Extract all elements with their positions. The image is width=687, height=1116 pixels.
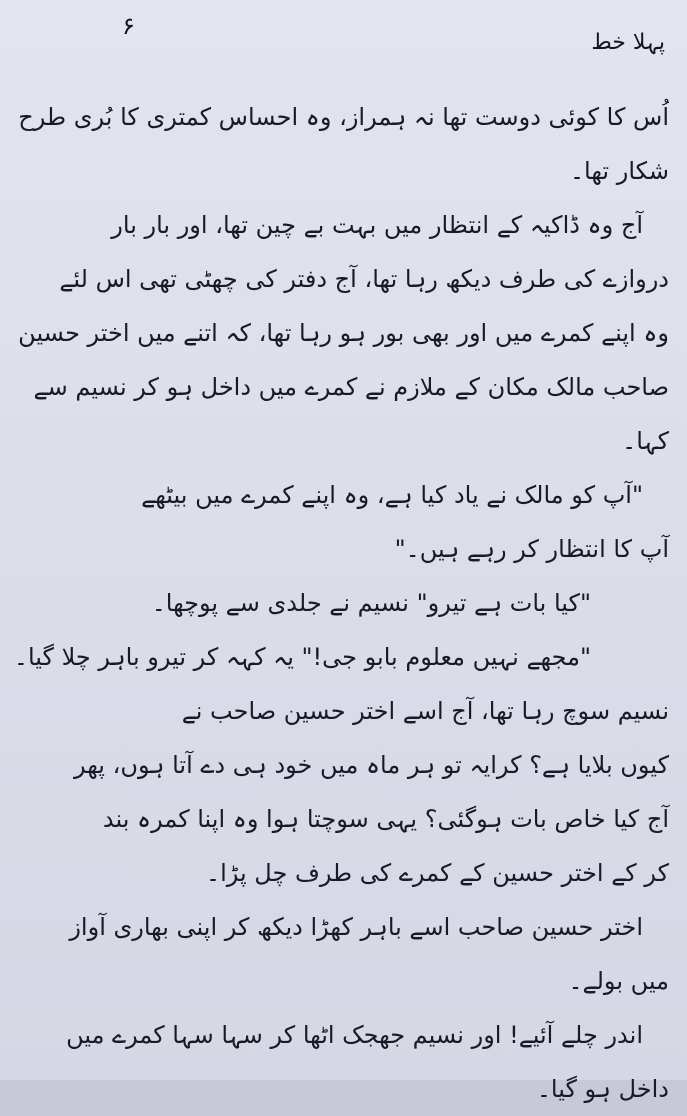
chapter-title: پہلا خط [591, 30, 665, 55]
text-line: وہ اپنے کمرے میں اور بھی بور ہو رہا تھا، کہ اتنے میں اختر حسین [18, 319, 669, 347]
text-line: کر کے اختر حسین کے کمرے کی طرف چل پڑا۔ [206, 859, 669, 887]
text-line: کیوں بلایا ہے؟ کرایہ تو ہر ماہ میں خود ہی دے آتا ہوں، پھر [74, 751, 669, 779]
text-line: آج وہ ڈاکیہ کے انتظار میں بہت بے چین تھا، اور بار بار [111, 211, 643, 239]
text-line: دروازے کی طرف دیکھ رہا تھا، آج دفتر کی چھٹی تھی اس لئے [59, 265, 669, 293]
text-line: نسیم سوچ رہا تھا، آج اسے اختر حسین صاحب نے [181, 697, 669, 725]
text-line: صاحب مالک مکان کے ملازم نے کمرے میں داخل ہو کر نسیم سے [33, 373, 669, 401]
text-line: "مجھے نہیں معلوم بابو جی!" یہ کہہ کر تیرو باہر چلا گیا۔ [13, 643, 591, 671]
text-line: آپ کا انتظار کر رہے ہیں۔" [394, 535, 669, 563]
body-text [13, 90, 669, 1116]
text-line: آج کیا خاص بات ہوگئی؟ یہی سوچتا ہوا وہ اپنا کمرہ بند [102, 805, 669, 833]
page-number: ۶ [122, 12, 135, 40]
text-line: داخل ہو گیا۔ [536, 1075, 669, 1103]
text-line: شکار تھا۔ [569, 157, 669, 185]
text-line: "آپ کو مالک نے یاد کیا ہے، وہ اپنے کمرے میں بیٹھے [141, 481, 643, 509]
text-line: اُس کا کوئی دوست تھا نہ ہمراز، وہ احساس کمتری کا بُری طرح [18, 103, 669, 131]
text-line: اندر چلے آئیے! اور نسیم جھجک اٹھا کر سہا سہا کمرے میں [66, 1021, 643, 1049]
text-line: کہا۔ [622, 427, 669, 455]
text-line: اختر حسین صاحب اسے باہر کھڑا دیکھ کر اپنی بھاری آواز [69, 913, 643, 941]
text-line: میں بولے۔ [568, 967, 669, 995]
text-line: "کیا بات ہے تیرو" نسیم نے جلدی سے پوچھا۔ [151, 589, 591, 617]
